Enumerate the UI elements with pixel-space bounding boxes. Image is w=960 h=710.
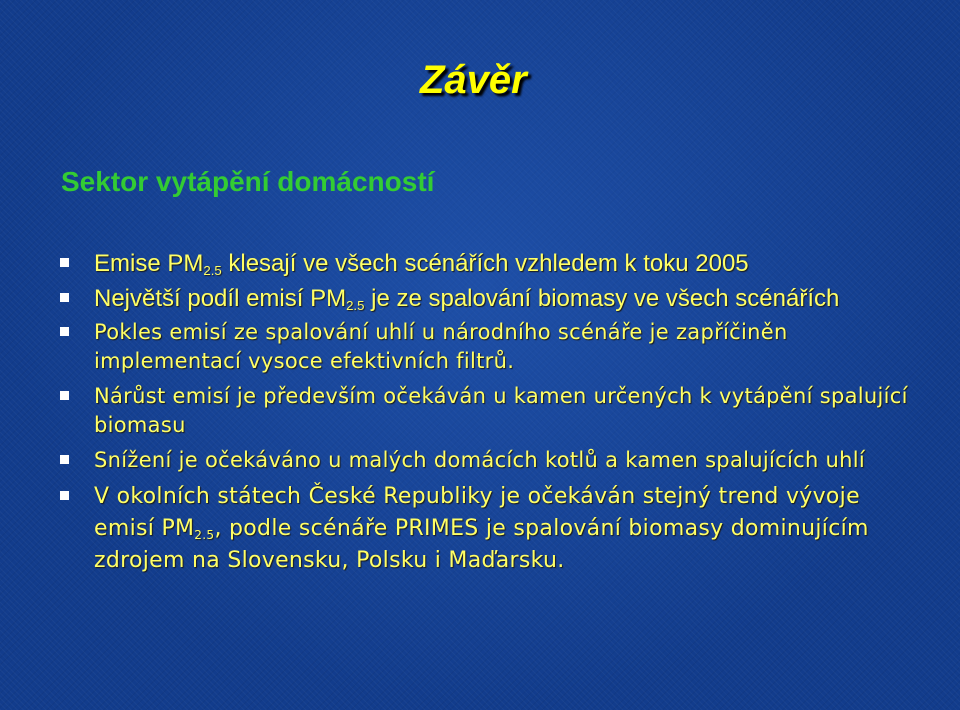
square-bullet-icon bbox=[60, 327, 69, 336]
item-text-pre: Emise PM bbox=[94, 250, 204, 277]
item-text: Snížení je očekáváno u malých domácích kotlů a kamen spalujících uhlí bbox=[94, 448, 866, 472]
list-item bbox=[60, 318, 910, 376]
section-subtitle: Sektor vytápění domácností bbox=[61, 166, 435, 197]
item-text: Pokles emisí ze spalování uhlí u národního scénáře je zapříčiněn implementací vysoce efektivních filtrů. bbox=[94, 320, 788, 373]
square-bullet-icon bbox=[60, 455, 69, 464]
item-text: Nárůst emisí je především očekáván u kamen určených k vytápění spalující biomasu bbox=[94, 384, 908, 437]
slide-title: Závěr bbox=[420, 58, 527, 102]
item-text-post: je ze spalování biomasy ve všech scénářích bbox=[364, 285, 840, 312]
item-text-post: , podle scénáře PRIMES je spalování biomasy dominujícím zdrojem na Slovensku, Polsku i Maďarsku. bbox=[94, 516, 869, 573]
square-bullet-icon bbox=[60, 491, 69, 500]
item-subscript: 2.5 bbox=[194, 528, 215, 542]
item-text-pre: V okolních státech České Republiky je očekáván stejný trend vývoje emisí PM bbox=[94, 484, 860, 541]
square-bullet-icon bbox=[60, 258, 69, 267]
bullet-list bbox=[60, 248, 910, 577]
list-item bbox=[60, 283, 910, 314]
item-text-pre: Největší podíl emisí PM bbox=[94, 285, 347, 312]
list-item bbox=[60, 446, 910, 475]
item-text-post: klesají ve všech scénářích vzhledem k toku 2005 bbox=[221, 250, 749, 277]
square-bullet-icon bbox=[60, 391, 69, 400]
list-item bbox=[60, 248, 910, 279]
list-item bbox=[60, 382, 910, 440]
list-item bbox=[60, 481, 910, 577]
square-bullet-icon bbox=[60, 293, 69, 302]
item-subscript: 2.5 bbox=[346, 298, 365, 313]
item-subscript: 2.5 bbox=[203, 263, 222, 278]
